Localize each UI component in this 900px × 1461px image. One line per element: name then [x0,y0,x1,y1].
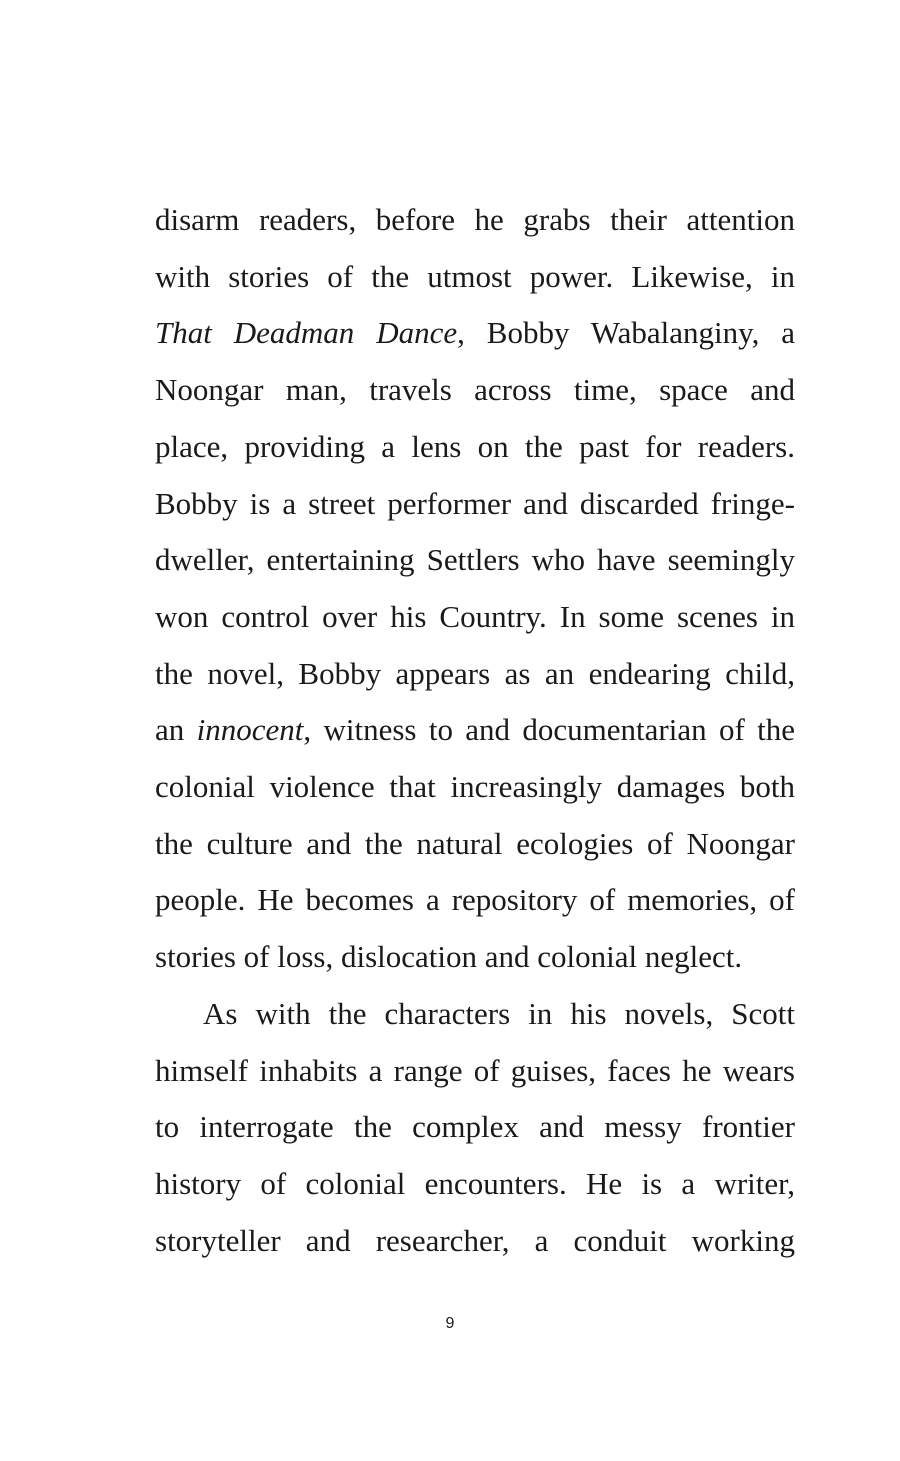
text-line: dweller, entertaining Settlers who have seemingly [155,542,795,578]
text-line: people. He becomes a repository of memories, of [155,882,795,918]
paragraph-2 [155,986,795,1270]
text-line: colonial violence that increasingly damages both [155,769,795,805]
text-line: himself inhabits a range of guises, faces he wears [155,1052,795,1088]
paragraph-1 [155,192,795,986]
text-line: As with the characters in his novels, Scott [203,995,795,1031]
text-line: Noongar man, travels across time, space and [155,372,795,408]
text-line: place, providing a lens on the past for readers. [155,428,795,464]
text-line: won control over his Country. In some scenes in [155,598,795,634]
book-title: That Deadman Dance [155,315,458,351]
text-line: the culture and the natural ecologies of Noongar [155,825,795,861]
text-line: That Deadman Dance, Bobby Wabalanginy, a [155,315,795,351]
emphasis-word: innocent [196,712,304,748]
text-line: stories of loss, dislocation and colonial neglect. [155,939,743,975]
text-line: storyteller and researcher, a conduit working [155,1222,795,1258]
text-line: Bobby is a street performer and discarded fringe- [155,485,795,521]
text-line: disarm readers, before he grabs their attention [155,202,795,237]
body-text [155,192,795,1269]
text-line: with stories of the utmost power. Likewise, in [155,258,795,294]
text-line: the novel, Bobby appears as an endearing child, [155,655,795,691]
text-line: history of colonial encounters. He is a writer, [155,1165,795,1201]
page-number: 9 [445,1315,455,1332]
text-line: to interrogate the complex and messy frontier [155,1109,795,1145]
text-line: an innocent, witness to and documentarian of the [155,712,795,748]
